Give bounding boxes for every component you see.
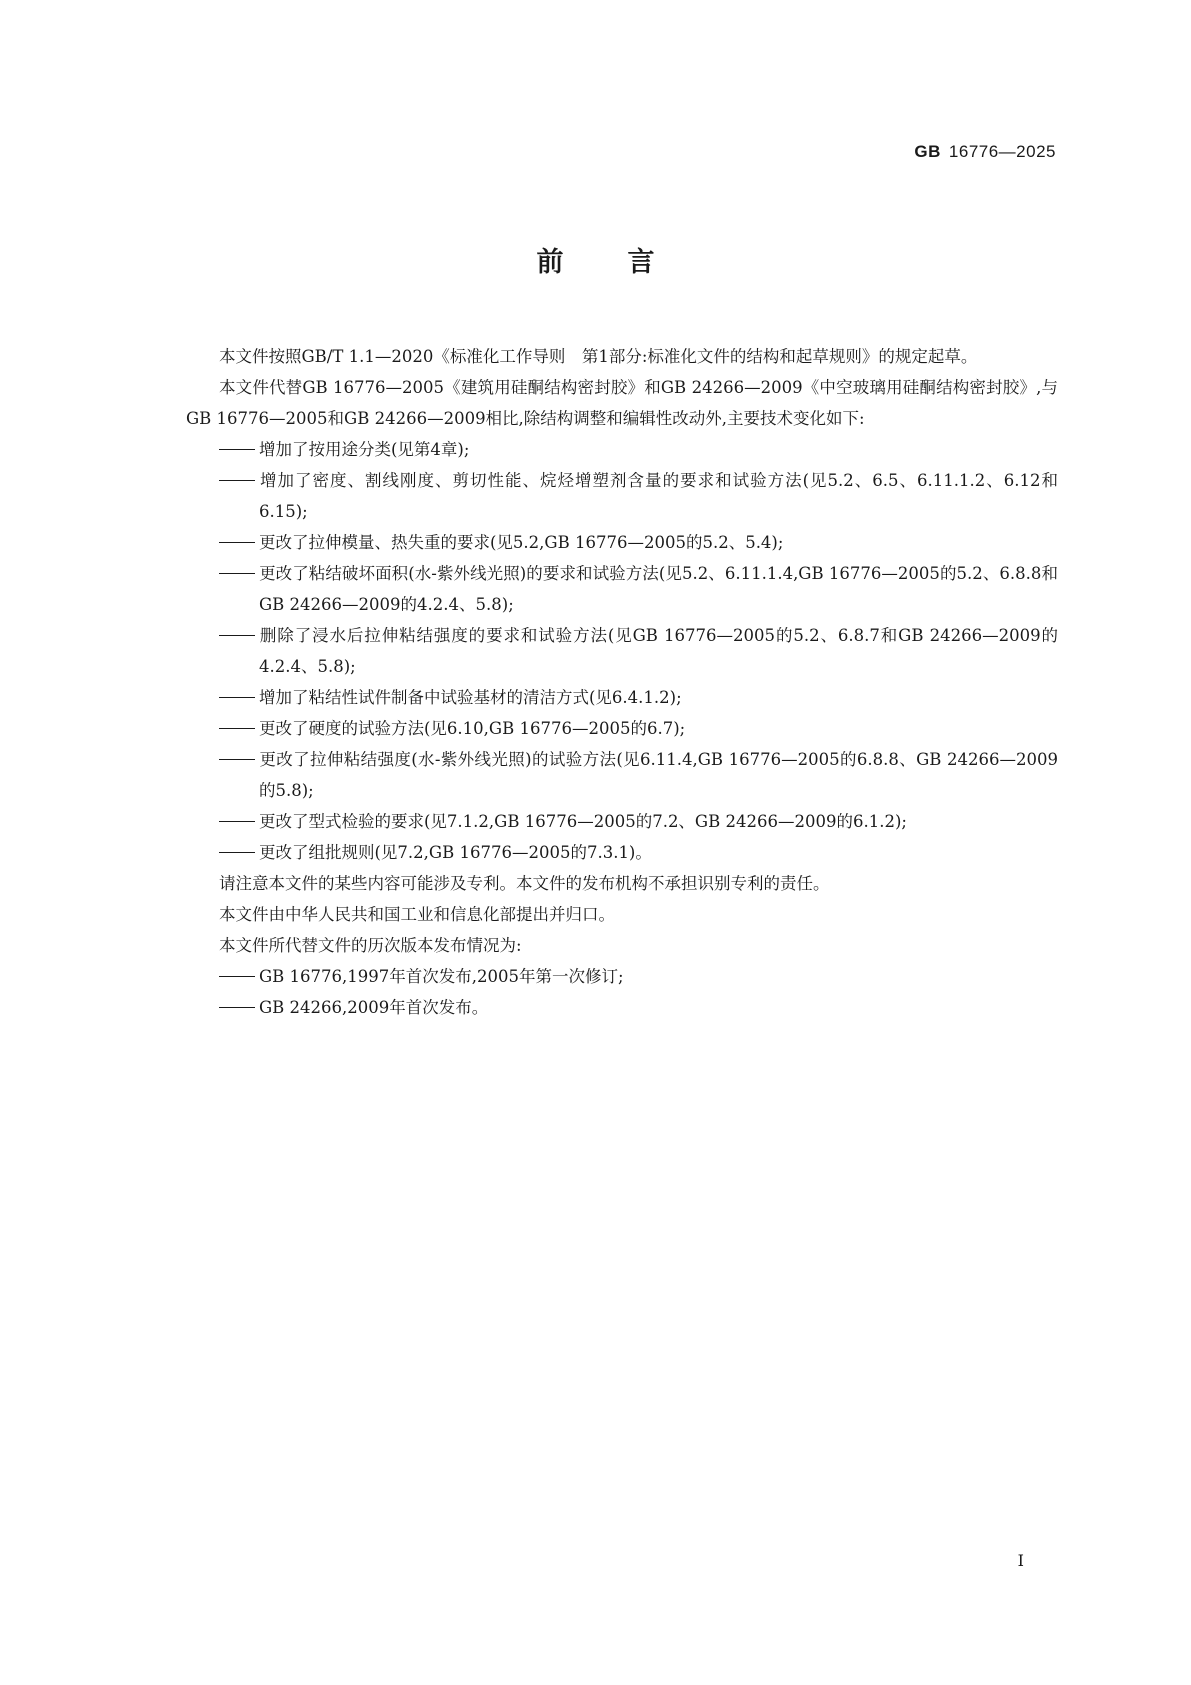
paragraph-patent-notice: 请注意本文件的某些内容可能涉及专利。本文件的发布机构不承担识别专利的责任。: [219, 874, 830, 893]
list-item-change-3: 更改了拉伸模量、热失重的要求(见5.2,GB 16776—2005的5.2、5.4);: [219, 527, 1058, 558]
dash-marker: [219, 837, 259, 868]
paragraph-replacement: 本文件代替GB 16776—2005《建筑用硅酮结构密封胶》和GB 24266—2009《中空玻璃用硅酮结构密封胶》,与GB 16776—2005和GB 24266—2009相比,除结构调整和编辑性改动外,主要技术变化如下:: [186, 378, 1058, 428]
dash-marker: [219, 744, 259, 775]
dash-marker: [219, 465, 259, 496]
title-char-2: 言: [627, 247, 655, 278]
list-item-change-9: 更改了型式检验的要求(见7.1.2,GB 16776—2005的7.2、GB 24266—2009的6.1.2);: [219, 806, 1058, 837]
dash-marker: [219, 713, 259, 744]
standard-prefix: GB: [914, 142, 941, 161]
dash-marker: [219, 620, 259, 651]
standard-code: 16776—2025: [948, 142, 1056, 161]
standard-number: [914, 142, 1056, 162]
dash-marker: [219, 682, 259, 713]
list-item-change-8: 更改了拉伸粘结强度(水-紫外线光照)的试验方法(见6.11.4,GB 16776—2005的6.8.8、GB 24266—2009的5.8);: [219, 744, 1058, 806]
dash-marker: [219, 558, 259, 589]
list-item-change-2: 增加了密度、割线刚度、剪切性能、烷烃增塑剂含量的要求和试验方法(见5.2、6.5、6.11.1.2、6.12和6.15);: [219, 465, 1058, 527]
dash-marker: [219, 992, 259, 1023]
list-item-change-4: 更改了粘结破坏面积(水-紫外线光照)的要求和试验方法(见5.2、6.11.1.4,GB 16776—2005的5.2、6.8.8和GB 24266—2009的4.2.4、5.8);: [219, 558, 1058, 620]
list-item-change-7: 更改了硬度的试验方法(见6.10,GB 16776—2005的6.7);: [219, 713, 1058, 744]
paragraph-history-intro: 本文件所代替文件的历次版本发布情况为:: [219, 936, 522, 955]
title-char-1: 前: [536, 247, 564, 278]
dash-marker: [219, 806, 259, 837]
page-title: [0, 240, 1191, 279]
paragraph-proposer: 本文件由中华人民共和国工业和信息化部提出并归口。: [219, 905, 615, 924]
list-item-change-5: 删除了浸水后拉伸粘结强度的要求和试验方法(见GB 16776—2005的5.2、6.8.7和GB 24266—2009的4.2.4、5.8);: [219, 620, 1058, 682]
list-item-history-1: GB 16776,1997年首次发布,2005年第一次修订;: [219, 961, 1058, 992]
list-item-change-1: 增加了按用途分类(见第4章);: [219, 434, 1058, 465]
dash-marker: [219, 961, 259, 992]
paragraph-drafting-rules: 本文件按照GB/T 1.1—2020《标准化工作导则 第1部分:标准化文件的结构和起草规则》的规定起草。: [219, 347, 978, 366]
dash-marker: [219, 434, 259, 465]
list-item-change-6: 增加了粘结性试件制备中试验基材的清洁方式(见6.4.1.2);: [219, 682, 1058, 713]
page-number: I: [1017, 1551, 1024, 1570]
foreword-body: [186, 341, 1058, 1023]
list-item-history-2: GB 24266,2009年首次发布。: [219, 992, 1058, 1023]
dash-marker: [219, 527, 259, 558]
list-item-change-10: 更改了组批规则(见7.2,GB 16776—2005的7.3.1)。: [219, 837, 1058, 868]
